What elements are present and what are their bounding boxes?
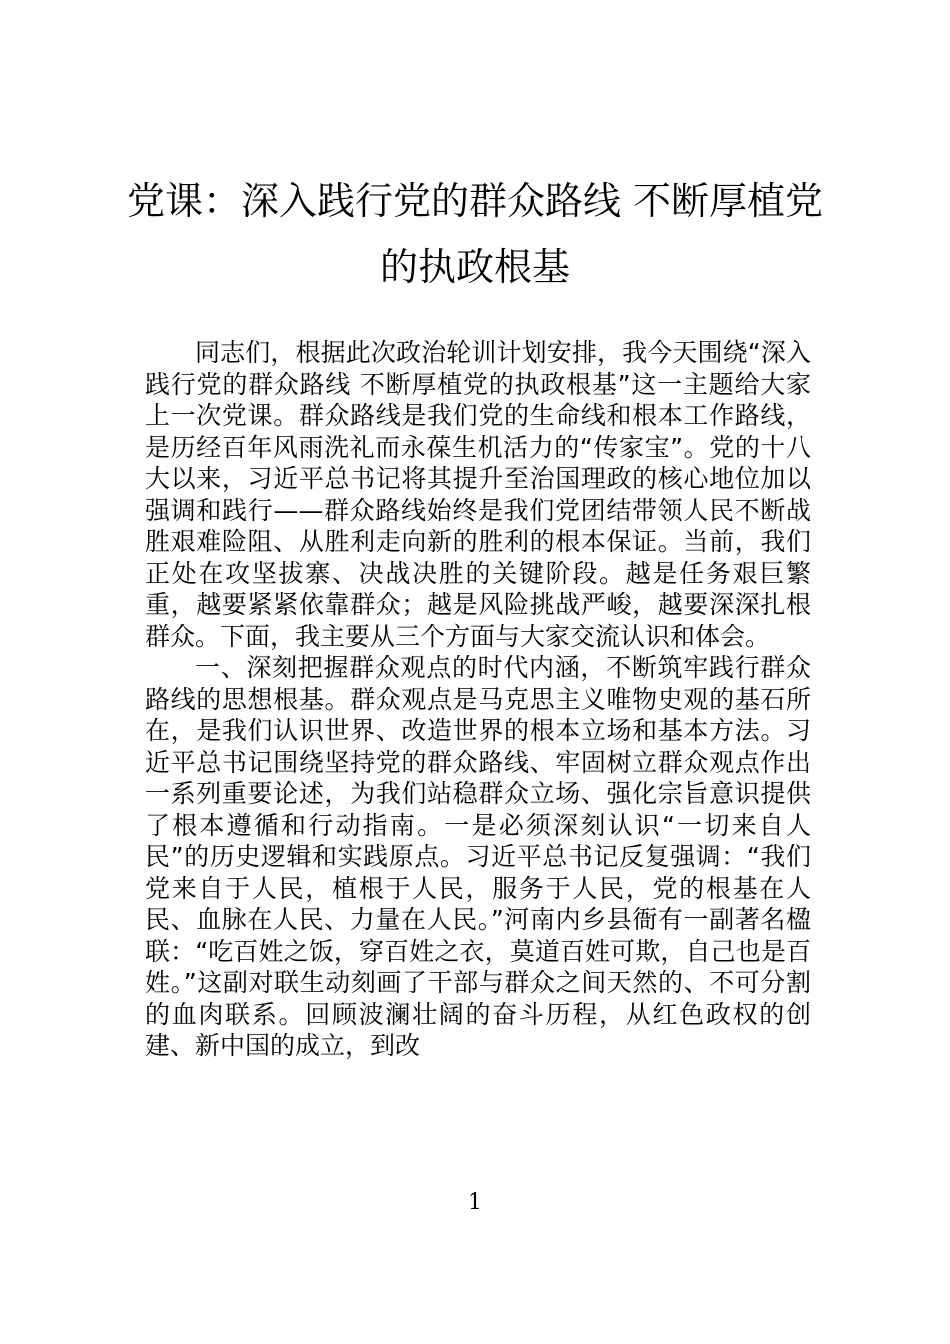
page-number: 1 [468,1190,482,1215]
title-line-1: 党课：深入践行党的群众路线 不断厚植党 [126,179,824,223]
paragraph-intro: 同志们，根据此次政治轮训计划安排，我今天围绕“深入践行党的群众路线 不断厚植党的执政根基”这一主题给大家上一次党课。群众路线是我们党的生命线和根本工作路线，是历经百年风雨洗礼而永葆生机活力的“传家宝”。党的十八大以来，习近平总书记将其提升至治国理政的核心地位加以强调和践行——群众路线始终是我们党团结带领人民不断战胜艰难险阻、从胜利走向新的胜利的根本保证。当前，我们正处在攻坚拔寨、决战决胜的关键阶段。越是任务艰巨繁重，越要紧紧依靠群众；越是风险挑战严峻，越要深深扎根群众。下面，我主要从三个方面与大家交流认识和体会。 [145,338,811,651]
paragraph-section-one: 一、深刻把握群众观点的时代内涵，不断筑牢践行群众路线的思想根基。群众观点是马克思主义唯物史观的基石所在，是我们认识世界、改造世界的根本立场和基本方法。习近平总书记围绕坚持党的群众路线、牢固树立群众观点作出一系列重要论述，为我们站稳群众立场、强化宗旨意识提供了根本遵循和行动指南。一是必须深刻认识“一切来自人民”的历史逻辑和实践原点。习近平总书记反复强调：“我们党来自于人民，植根于人民，服务于人民，党的根基在人民、血脉在人民、力量在人民。”河南内乡县衙有一副著名楹联：“吃百姓之饭，穿百姓之衣，莫道百姓可欺，自己也是百姓。”这副对联生动刻画了干部与群众之间天然的、不可分割的血肉联系。回顾波澜壮阔的奋斗历程，从红色政权的创建、新中国的成立，到改 [145,653,811,1060]
title-line-2: 的执政根基 [379,245,570,289]
document-body [145,337,811,1062]
document-title [120,168,830,300]
